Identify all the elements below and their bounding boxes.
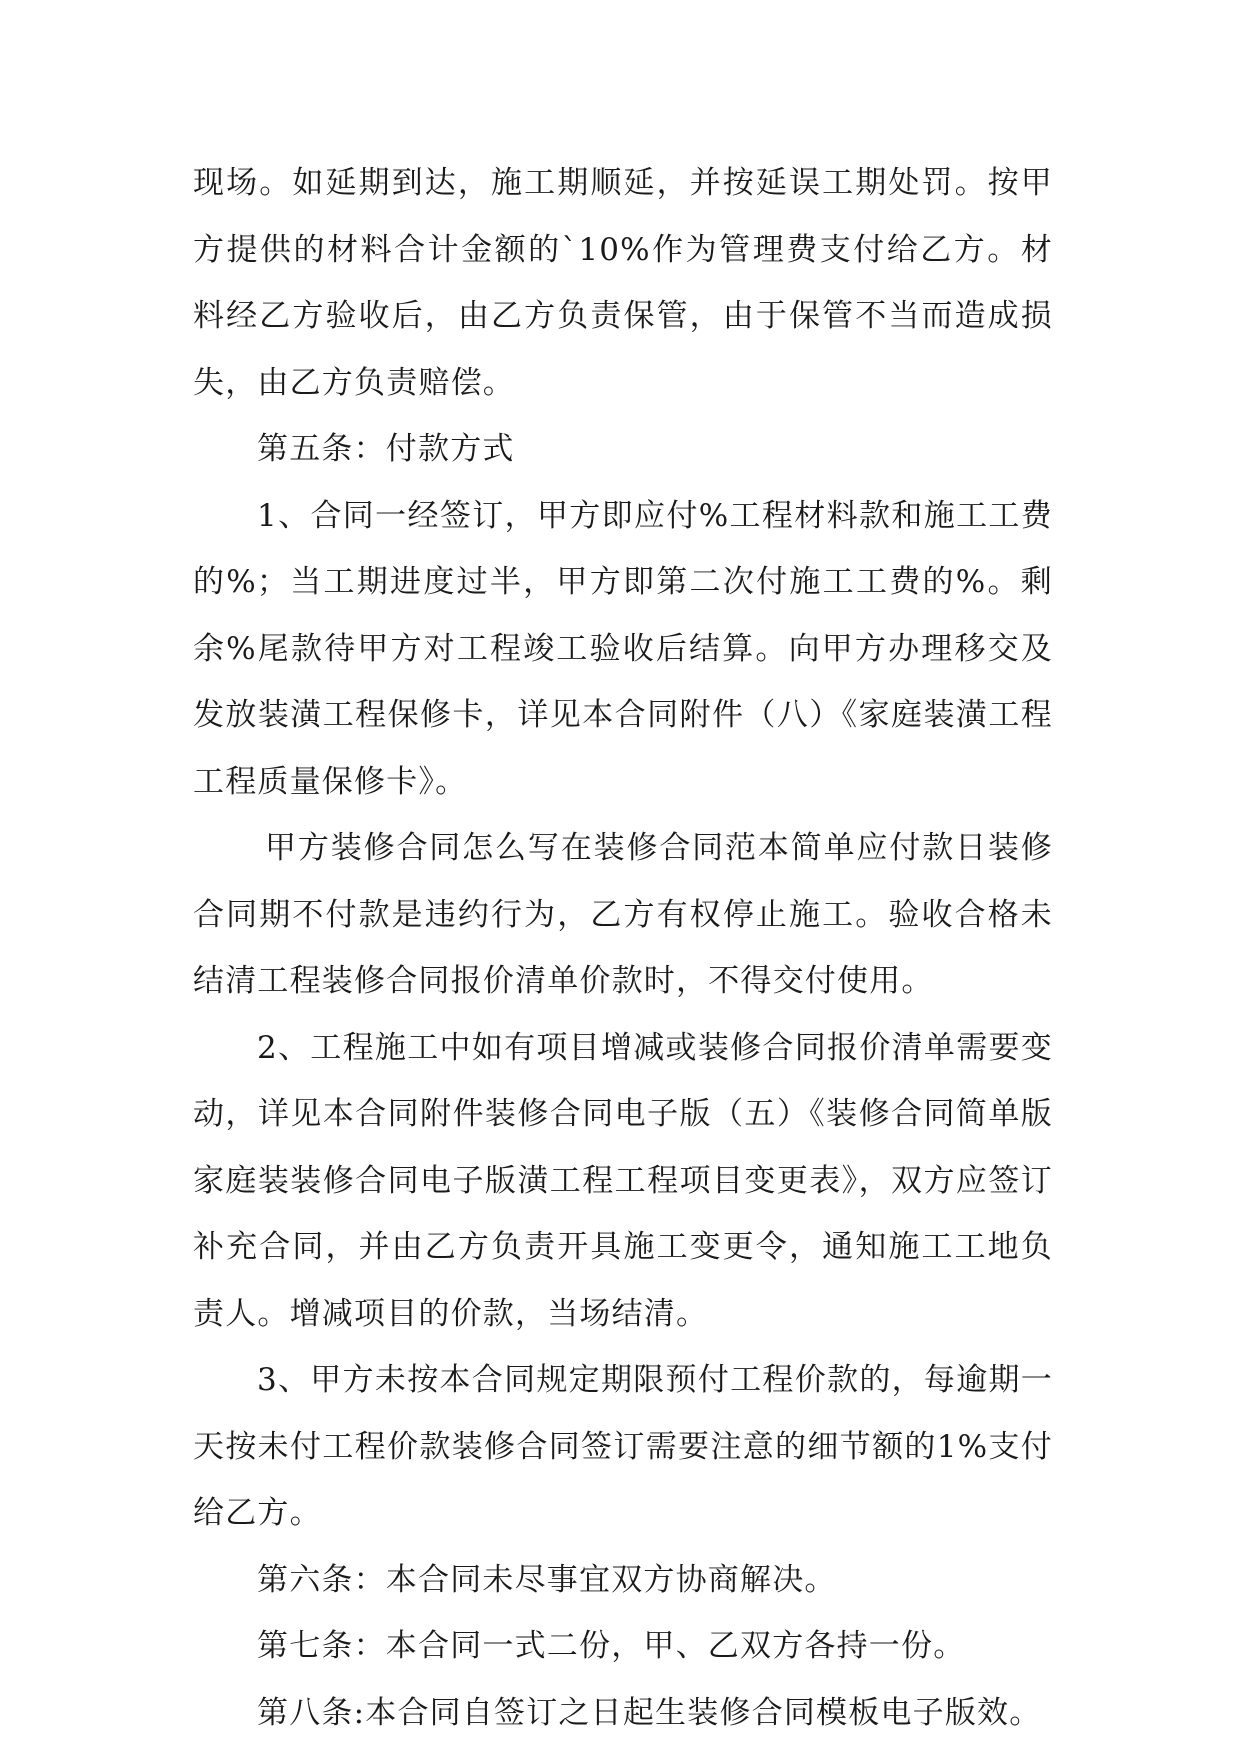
heading-article-8: 第八条:本合同自签订之日起生装修合同模板电子版效。 — [257, 1694, 1042, 1731]
heading-article-6: 第六条：本合同未尽事宜双方协商解决。 — [257, 1561, 837, 1598]
heading-article-5: 第五条：付款方式 — [257, 431, 515, 467]
paragraph-payment-2: 2、工程施工中如有项目增减或装修合同报价清单需要变动，详见本合同附件装修合同电子版（五）《装修合同简单版家庭装装修合同电子版潢工程工程项目变更表》，双方应签订补充合同，并由乙方负责开具施工变更令，通知施工工地负责人。增减项目的价款，当场结清。 — [193, 1029, 1053, 1332]
paragraph-payment-default: 甲方装修合同怎么写在装修合同范本简单应付款日装修合同期不付款是违约行为，乙方有权停止施工。验收合格未结清工程装修合同报价清单价款时，不得交付使用。 — [193, 830, 1053, 999]
document-page — [193, 150, 1053, 1746]
heading-article-7: 第七条：本合同一式二份，甲、乙双方各持一份。 — [257, 1628, 966, 1664]
paragraph-payment-1: 1、合同一经签订，甲方即应付%工程材料款和施工工费的%；当工期进度过半，甲方即第二次付施工工费的%。剩余%尾款待甲方对工程竣工验收后结算。向甲方办理移交及发放装潢工程保修卡，详见本合同附件（八）《家庭装潢工程工程质量保修卡》。 — [193, 497, 1053, 800]
paragraph-materials-management: 现场。如延期到达，施工期顺延，并按延误工期处罚。按甲方提供的材料合计金额的`10%作为管理费支付给乙方。材料经乙方验收后，由乙方负责保管，由于保管不当而造成损失，由乙方负责赔偿。 — [193, 165, 1053, 401]
paragraph-payment-3: 3、甲方未按本合同规定期限预付工程价款的，每逾期一天按未付工程价款装修合同签订需要注意的细节额的1%支付给乙方。 — [193, 1362, 1053, 1531]
